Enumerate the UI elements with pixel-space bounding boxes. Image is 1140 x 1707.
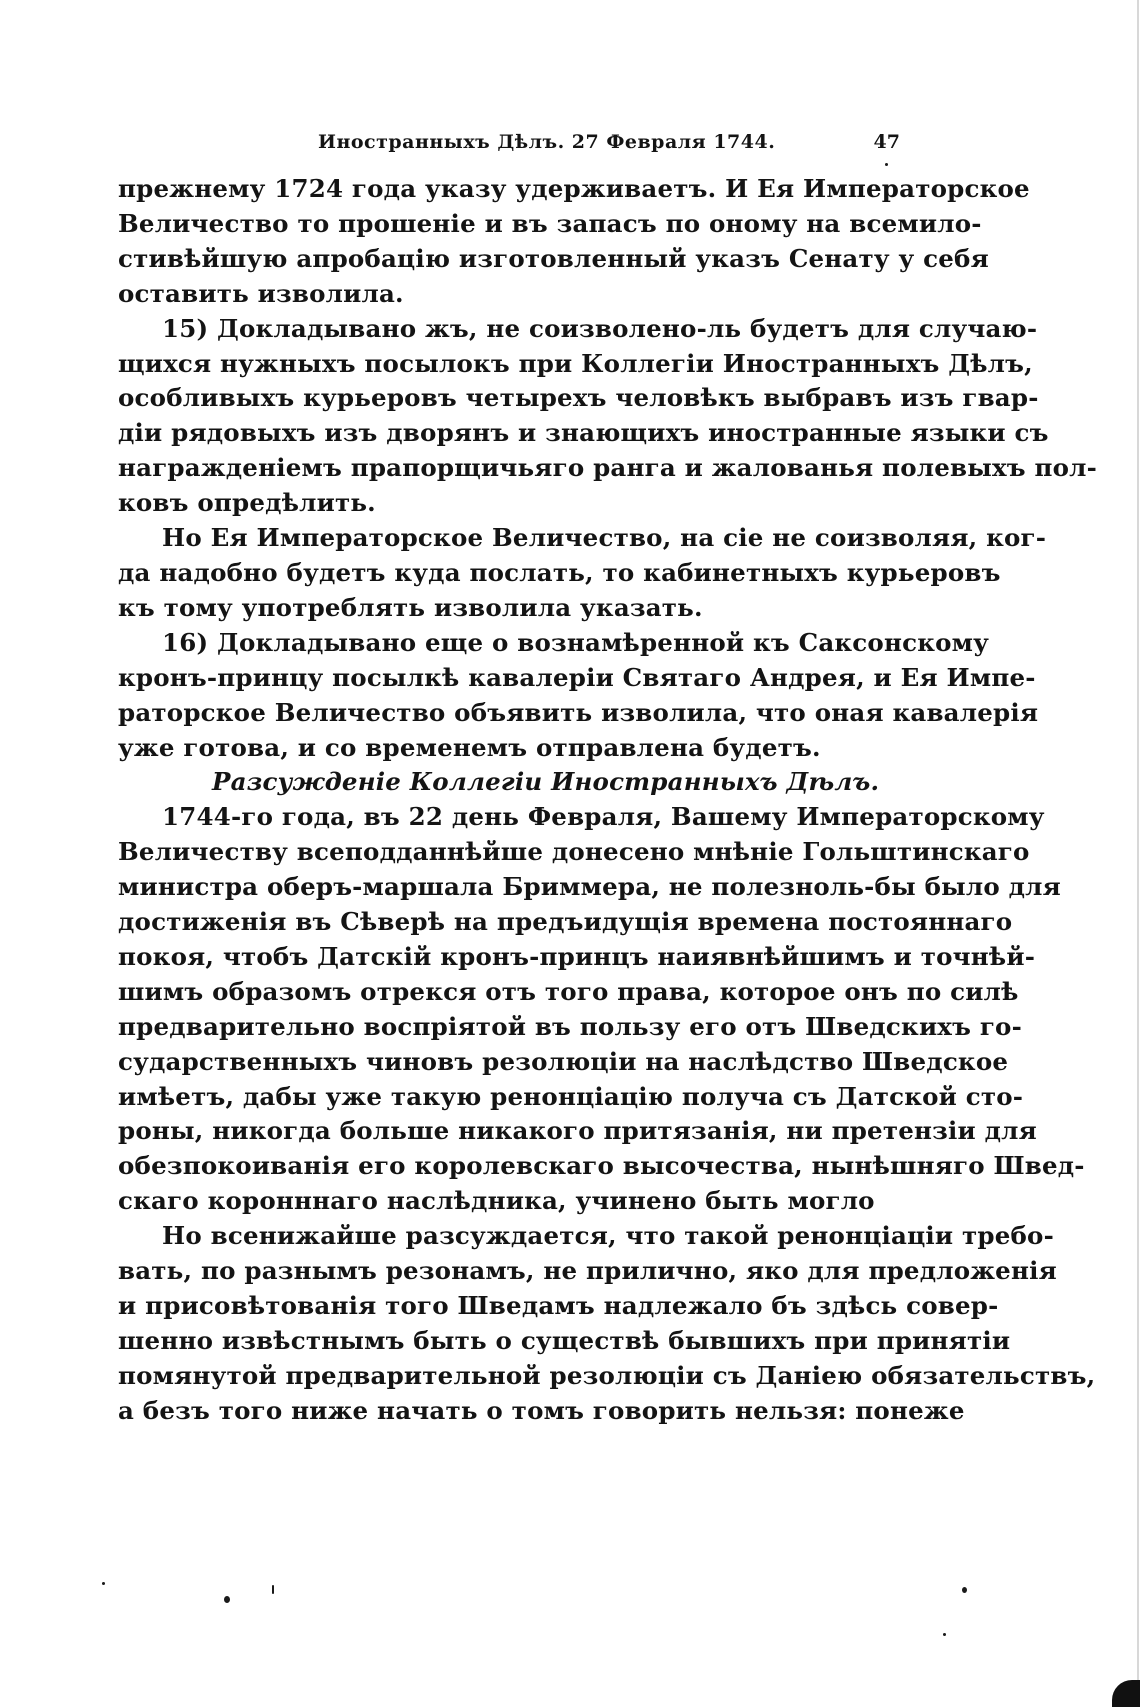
- running-header: [318, 131, 900, 161]
- text-line: достиженія въ Сѣверѣ на предъидущія времена постояннаго: [118, 907, 1013, 937]
- body-text: [118, 172, 1098, 1429]
- text-line: оставить изволила.: [118, 278, 404, 308]
- text-line: ковъ опредѣлить.: [118, 488, 376, 518]
- paragraph-start: 1744-го года, въ 22 день Февраля, Вашему Императорскому: [162, 802, 1045, 832]
- text-line: кронъ-принцу посылкѣ кавалеріи Святаго Андрея, и Ея Импе-: [118, 662, 1036, 692]
- paragraph-start: Но всенижайше разсуждается, что такой ренонціаціи требо-: [162, 1221, 1054, 1251]
- page-number: 47: [873, 131, 900, 153]
- text-line: имѣетъ, дабы уже такую ренонціацію получа съ Датской сто-: [118, 1081, 1024, 1111]
- text-line: роны, никогда больше никакого притязанія, ни претензіи для: [118, 1116, 1037, 1146]
- ink-speck: [272, 1585, 274, 1594]
- text-line: щихся нужныхъ посылокъ при Коллегіи Иностранныхъ Дѣлъ,: [118, 348, 1033, 378]
- text-line: предварительно воспріятой въ пользу его отъ Шведскихъ го-: [118, 1011, 1022, 1041]
- text-line: особливыхъ курьеровъ четырехъ человѣкъ выбравъ изъ гвар-: [118, 383, 1039, 413]
- text-line: вать, по разнымъ резонамъ, не прилично, яко для предложенія: [118, 1256, 1057, 1286]
- text-line: и присовѣтованія того Шведамъ надлежало бъ здѣсь совер-: [118, 1291, 999, 1320]
- text-line: скаго коронннаго наслѣдника, учинено быть могло: [118, 1186, 875, 1216]
- text-line: награжденіемъ прапорщичьяго ранга и жалованья полевыхъ пол-: [118, 453, 1098, 483]
- text-line: обезпокоиванія его королевскаго высочества, нынѣшняго Швед-: [118, 1151, 1085, 1181]
- paragraph-15-start: 15) Докладывано жъ, не соизволено-ль будетъ для случаю-: [162, 313, 1038, 343]
- text-line: діи рядовыхъ изъ дворянъ и знающихъ иностранные языки съ: [118, 418, 1049, 448]
- paragraph-16-start: 16) Докладывано еще о вознамѣренной къ Саксонскому: [162, 627, 989, 657]
- ink-speck: [962, 1587, 967, 1593]
- section-heading: Разсужденіе Коллегіи Иностранныхъ Дѣлъ.: [212, 767, 880, 797]
- scan-edge-line: [1137, 0, 1139, 1707]
- text-line: шенно извѣстнымъ быть о существѣ бывшихъ при принятіи: [118, 1325, 1011, 1355]
- running-header-title: Иностранныхъ Дѣлъ. 27 Февраля 1744.: [318, 131, 776, 153]
- text-line: да надобно будетъ куда послать, то кабинетныхъ курьеровъ: [118, 557, 1001, 587]
- text-line: раторское Величество объявить изволила, что оная кавалерія: [118, 697, 1039, 727]
- scan-corner-mark: [1112, 1680, 1140, 1707]
- text-line: помянутой предварительной резолюціи съ Даніею обязательствъ,: [118, 1360, 1096, 1390]
- text-line: Величество то прошеніе и въ запасъ по оному на всемило-: [118, 208, 982, 238]
- text-line: министра оберъ-маршала Бриммера, не полезноль-бы было для: [118, 872, 1061, 902]
- ink-speck: [102, 1582, 105, 1585]
- text-line: уже готова, и со временемъ отправлена будетъ.: [118, 732, 821, 762]
- text-line: прежнему 1724 года указу удерживаетъ. И Ея Императорское: [118, 174, 1030, 203]
- ink-speck: [885, 163, 888, 166]
- text-line: а безъ того ниже начать о томъ говорить нельзя: понеже: [118, 1395, 965, 1425]
- text-line: шимъ образомъ отрекся отъ того права, которое онъ по силѣ: [118, 976, 1019, 1006]
- text-line: сударственныхъ чиновъ резолюціи на наслѣдство Шведское: [118, 1046, 1009, 1076]
- text-line: Величеству всеподданнѣйше донесено мнѣніе Гольштинскаго: [118, 837, 1030, 867]
- ink-speck: [224, 1596, 230, 1603]
- text-line: покоя, чтобъ Датскій кронъ-принцъ наиявнѣйшимъ и точнѣй-: [118, 941, 1036, 971]
- text-line: стивѣйшую апробацію изготовленный указъ Сенату у себя: [118, 243, 989, 273]
- paragraph-start: Но Ея Императорское Величество, на сіе не соизволяя, ког-: [162, 523, 1047, 553]
- text-line: къ тому употреблять изволила указать.: [118, 592, 703, 622]
- ink-speck: [943, 1633, 946, 1636]
